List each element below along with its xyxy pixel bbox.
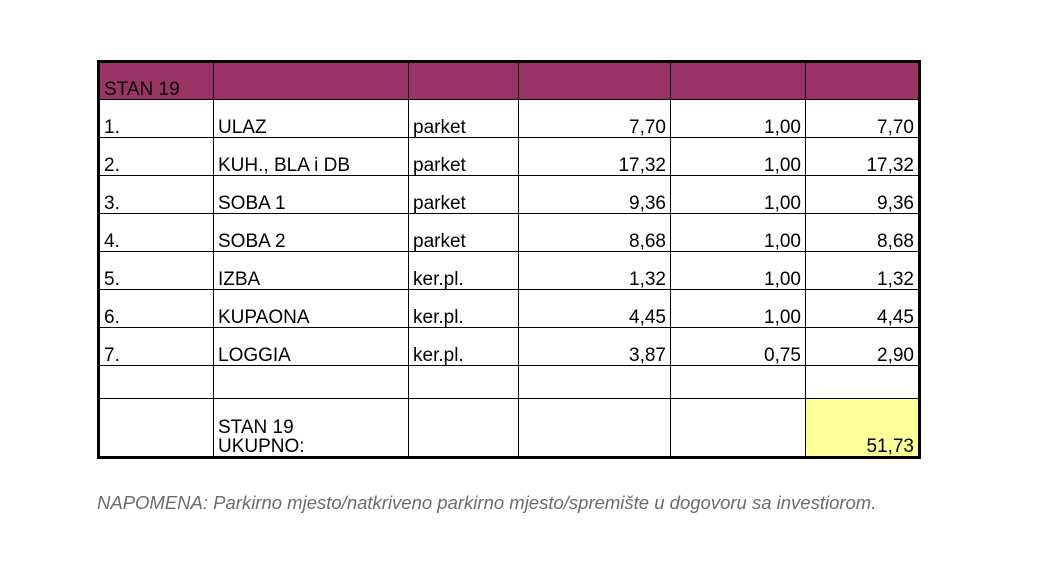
room-area: 1,32 bbox=[519, 252, 671, 290]
table-row bbox=[99, 176, 920, 214]
table-row bbox=[99, 252, 920, 290]
empty-cell bbox=[409, 366, 519, 399]
room-name: LOGGIA bbox=[214, 328, 409, 366]
floor-material: parket bbox=[409, 214, 519, 252]
area-factor: 1,00 bbox=[671, 138, 806, 176]
area-factor: 1,00 bbox=[671, 290, 806, 328]
header-cell bbox=[409, 62, 519, 100]
room-area: 7,70 bbox=[519, 100, 671, 138]
room-name: IZBA bbox=[214, 252, 409, 290]
room-area: 9,36 bbox=[519, 176, 671, 214]
empty-cell bbox=[409, 399, 519, 458]
total-value: 51,73 bbox=[806, 399, 920, 458]
table-header-row bbox=[99, 62, 920, 100]
row-number: 1. bbox=[99, 100, 214, 138]
empty-cell bbox=[99, 366, 214, 399]
net-area: 8,68 bbox=[806, 214, 920, 252]
room-name: SOBA 2 bbox=[214, 214, 409, 252]
net-area: 9,36 bbox=[806, 176, 920, 214]
area-factor: 1,00 bbox=[671, 100, 806, 138]
header-cell bbox=[214, 62, 409, 100]
total-label bbox=[214, 399, 409, 458]
area-factor: 1,00 bbox=[671, 252, 806, 290]
row-number: 5. bbox=[99, 252, 214, 290]
room-area: 4,45 bbox=[519, 290, 671, 328]
empty-cell bbox=[671, 399, 806, 458]
net-area: 4,45 bbox=[806, 290, 920, 328]
empty-cell bbox=[671, 366, 806, 399]
table-row bbox=[99, 214, 920, 252]
room-area: 17,32 bbox=[519, 138, 671, 176]
floor-material: parket bbox=[409, 176, 519, 214]
table-row bbox=[99, 328, 920, 366]
floor-material: ker.pl. bbox=[409, 290, 519, 328]
empty-cell bbox=[99, 399, 214, 458]
row-number: 6. bbox=[99, 290, 214, 328]
room-area-table bbox=[97, 60, 921, 459]
area-factor: 1,00 bbox=[671, 214, 806, 252]
row-number: 2. bbox=[99, 138, 214, 176]
net-area: 1,32 bbox=[806, 252, 920, 290]
empty-cell bbox=[214, 366, 409, 399]
table-row bbox=[99, 100, 920, 138]
net-area: 17,32 bbox=[806, 138, 920, 176]
room-name: SOBA 1 bbox=[214, 176, 409, 214]
floor-material: parket bbox=[409, 138, 519, 176]
room-name: KUPAONA bbox=[214, 290, 409, 328]
empty-cell bbox=[519, 366, 671, 399]
net-area: 7,70 bbox=[806, 100, 920, 138]
room-name: KUH., BLA i DB bbox=[214, 138, 409, 176]
empty-cell bbox=[519, 399, 671, 458]
apartment-title: STAN 19 bbox=[99, 62, 214, 100]
room-name: ULAZ bbox=[214, 100, 409, 138]
area-table-container bbox=[97, 60, 921, 459]
empty-row bbox=[99, 366, 920, 399]
empty-cell bbox=[806, 366, 920, 399]
table-row bbox=[99, 290, 920, 328]
row-number: 3. bbox=[99, 176, 214, 214]
total-row bbox=[99, 399, 920, 458]
total-label-line2: UKUPNO: bbox=[218, 436, 305, 457]
header-cell bbox=[519, 62, 671, 100]
area-factor: 0,75 bbox=[671, 328, 806, 366]
total-label-line1: STAN 19 bbox=[218, 417, 294, 438]
floor-material: ker.pl. bbox=[409, 252, 519, 290]
table-row bbox=[99, 138, 920, 176]
area-factor: 1,00 bbox=[671, 176, 806, 214]
row-number: 7. bbox=[99, 328, 214, 366]
room-area: 3,87 bbox=[519, 328, 671, 366]
header-cell bbox=[671, 62, 806, 100]
floor-material: parket bbox=[409, 100, 519, 138]
row-number: 4. bbox=[99, 214, 214, 252]
header-cell bbox=[806, 62, 920, 100]
floor-material: ker.pl. bbox=[409, 328, 519, 366]
footnote: NAPOMENA: Parkirno mjesto/natkriveno parkirno mjesto/spremište u dogovoru sa investiorom. bbox=[97, 492, 877, 513]
net-area: 2,90 bbox=[806, 328, 920, 366]
room-area: 8,68 bbox=[519, 214, 671, 252]
